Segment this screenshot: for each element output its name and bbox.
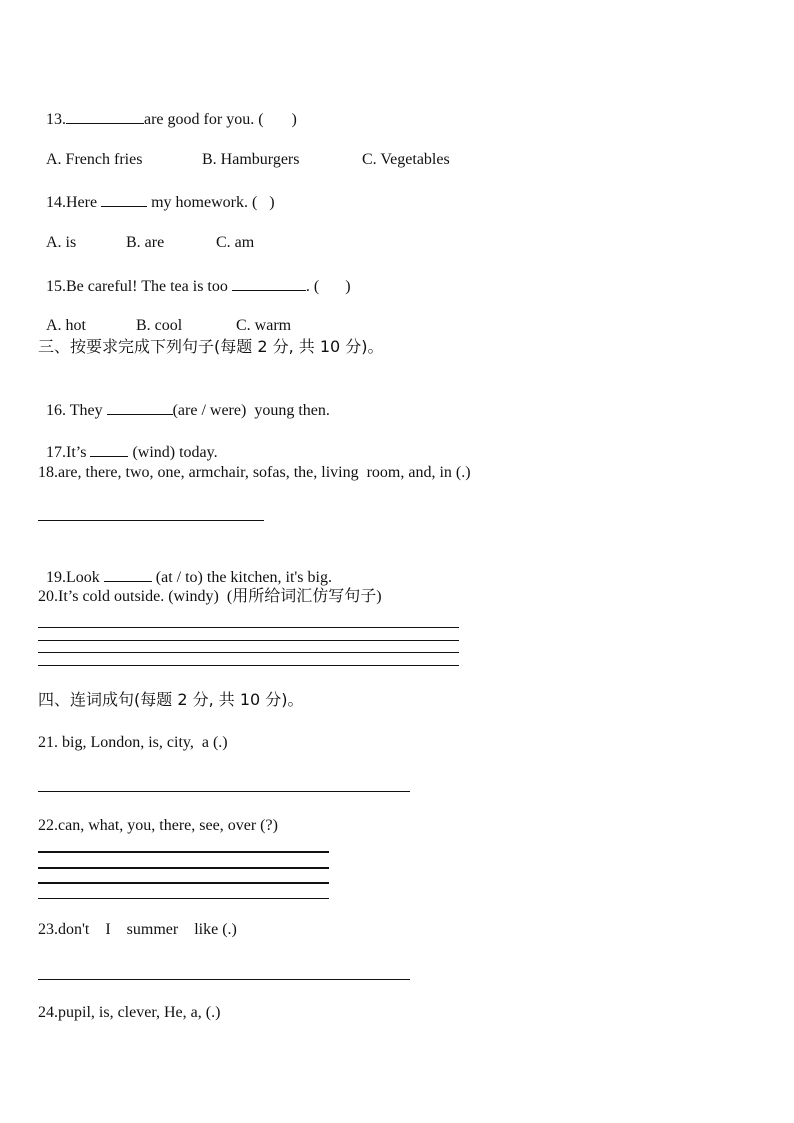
answer-blank-15[interactable] [232, 275, 306, 291]
question-21: 21. big, London, is, city, a (.) [38, 734, 228, 751]
answer-blank-14[interactable] [101, 191, 147, 207]
question-18: 18.are, there, two, one, armchair, sofas, the, living room, and, in (.) [38, 464, 471, 481]
option-15-a[interactable]: A. hot [46, 317, 86, 334]
question-20: 20.It’s cold outside. (windy) (用所给词汇仿写句子) [38, 588, 382, 605]
answer-line-18[interactable] [38, 520, 264, 521]
question-15-text: . ( [305, 278, 320, 295]
question-15-prefix: 15.Be careful! The tea is too [46, 278, 228, 295]
section-4-heading: 四、连词成句(每题 2 分, 共 10 分)。 [38, 690, 304, 709]
option-14-b[interactable]: B. are [126, 234, 165, 251]
answer-line-20-1[interactable] [38, 627, 459, 628]
question-17: 17.It’s (wind) today. [38, 421, 218, 463]
option-14-c[interactable]: C. am [216, 234, 255, 251]
option-13-b[interactable]: B. Hamburgers [202, 151, 300, 168]
answer-line-20-3[interactable] [38, 652, 459, 653]
answer-line-20-2[interactable] [38, 640, 459, 641]
answer-line-23[interactable] [38, 979, 410, 980]
question-23: 23.don't I summer like (.) [38, 921, 237, 938]
answer-line-21[interactable] [38, 791, 410, 792]
answer-line-22-2[interactable] [38, 867, 329, 869]
question-14-prefix: 14.Here [46, 194, 98, 211]
question-13: 13. are good for you. ( ) [38, 88, 297, 130]
answer-blank-17[interactable] [90, 441, 128, 457]
question-16: 16. They (are / were) young then. [38, 379, 330, 421]
answer-blank-16[interactable] [107, 399, 173, 415]
question-14-options [38, 213, 254, 253]
question-13-number: 13. [46, 111, 66, 128]
question-19: 19.Look (at / to) the kitchen, it's big. [38, 546, 332, 588]
question-14-text: my homework. ( [151, 194, 258, 211]
section-3-heading: 三、按要求完成下列句子(每题 2 分, 共 10 分)。 [38, 337, 384, 356]
question-14: 14.Here my homework. ( ) [38, 171, 275, 213]
answer-line-20-4[interactable] [38, 665, 459, 666]
question-24: 24.pupil, is, clever, He, a, (.) [38, 1004, 221, 1021]
answer-blank-19[interactable] [104, 566, 152, 582]
option-15-c[interactable]: C. warm [236, 317, 292, 334]
question-13-text: are good for you. ( [144, 111, 264, 128]
answer-line-22-3[interactable] [38, 882, 329, 884]
answer-line-22-1[interactable] [38, 851, 329, 853]
answer-blank-13[interactable] [66, 108, 144, 124]
question-15-options [38, 296, 291, 336]
option-13-a[interactable]: A. French fries [46, 151, 143, 168]
question-15: 15.Be careful! The tea is too . ( ) [38, 255, 351, 297]
option-14-a[interactable]: A. is [46, 234, 77, 251]
question-13-options [38, 130, 450, 170]
answer-line-22-4[interactable] [38, 898, 329, 899]
option-15-b[interactable]: B. cool [136, 317, 183, 334]
option-13-c[interactable]: C. Vegetables [362, 151, 450, 168]
question-22: 22.can, what, you, there, see, over (?) [38, 817, 278, 834]
